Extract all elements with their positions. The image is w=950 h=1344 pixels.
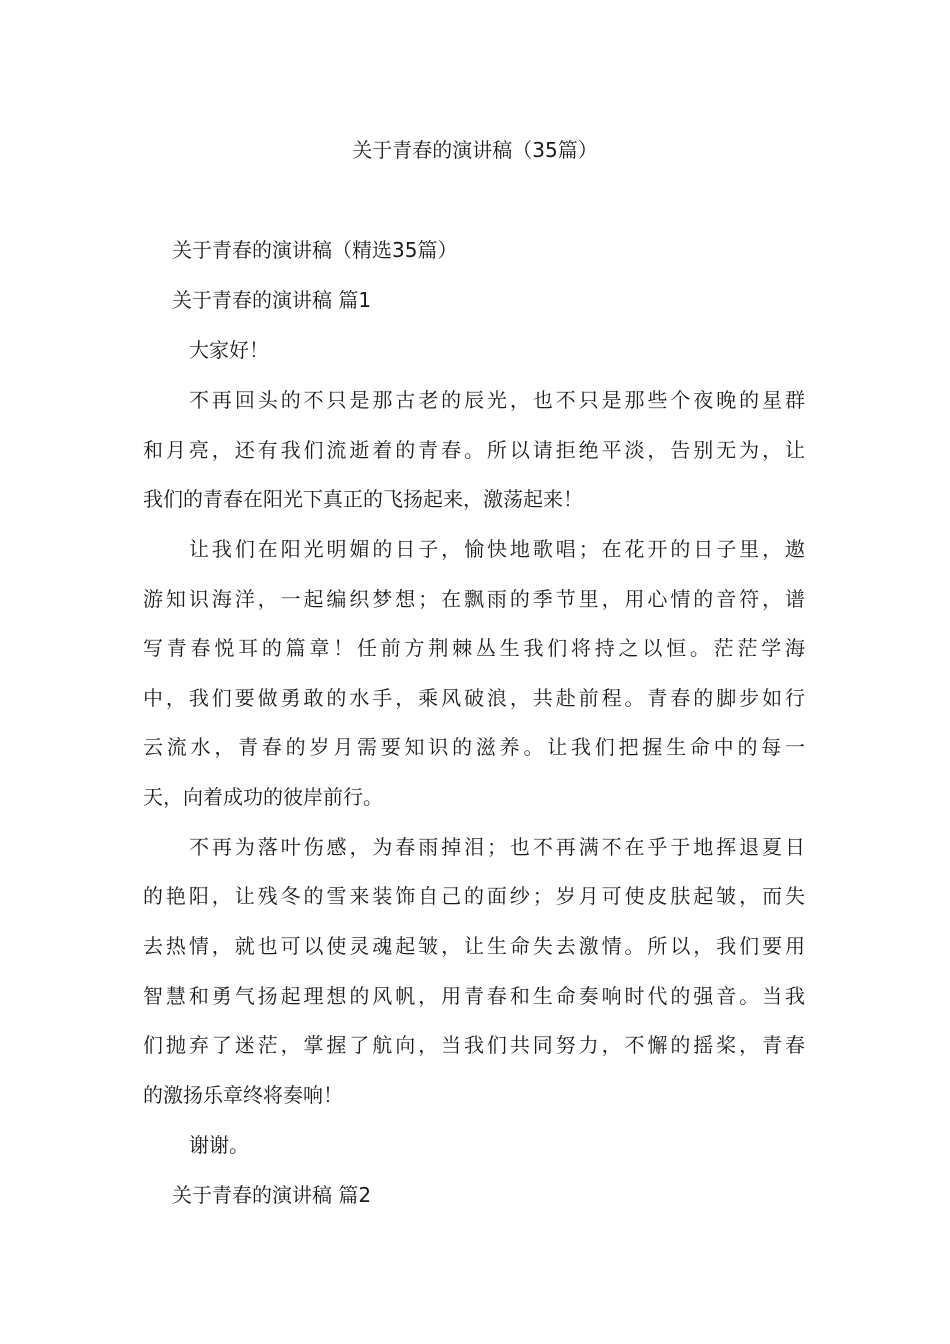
paragraph-1-line-2: 和月亮，还有我们流逝着的青春。所以请拒绝平淡，告别无为，让 [143, 438, 805, 462]
paragraph-2-line-5: 云流水，青春的岁月需要知识的滋养。让我们把握生命中的每一 [143, 735, 805, 759]
paragraph-3-line-2: 的艳阳，让残冬的雪来装饰自己的面纱；岁月可使皮肤起皱，而失 [143, 884, 805, 908]
paragraph-3-line-4: 智慧和勇气扬起理想的风帆，用青春和生命奏响时代的强音。当我 [143, 984, 805, 1008]
paragraph-3-line-6: 的激扬乐章终将奏响！ [143, 1083, 343, 1107]
paragraph-2-line-4: 中，我们要做勇敢的水手，乘风破浪，共赴前程。青春的脚步如行 [143, 686, 805, 710]
paragraph-1-line-1: 不再回头的不只是那古老的辰光，也不只是那些个夜晚的星群 [189, 388, 805, 412]
paragraph-2-line-1: 让我们在阳光明媚的日子，愉快地歌唱；在花开的日子里，遨 [189, 537, 805, 561]
document-subtitle: 关于青春的演讲稿（精选35篇） [172, 238, 458, 262]
paragraph-1-line-3: 我们的青春在阳光下真正的飞扬起来，激荡起来！ [143, 487, 583, 511]
paragraph-3-line-1: 不再为落叶伤感，为春雨掉泪；也不再满不在乎于地挥退夏日 [189, 835, 805, 859]
section-heading-2: 关于青春的演讲稿 篇2 [172, 1183, 372, 1207]
section-heading-1: 关于青春的演讲稿 篇1 [172, 288, 372, 312]
document-title: 关于青春的演讲稿（35篇） [352, 138, 598, 162]
paragraph-2-line-3: 写青春悦耳的篇章！任前方荆棘丛生我们将持之以恒。茫茫学海 [143, 636, 805, 660]
greeting-line: 大家好！ [189, 338, 269, 362]
paragraph-2-line-2: 游知识海洋，一起编织梦想；在飘雨的季节里，用心情的音符，谱 [143, 587, 805, 611]
thanks-line: 谢谢。 [189, 1133, 249, 1157]
paragraph-3-line-3: 去热情，就也可以使灵魂起皱，让生命失去激情。所以，我们要用 [143, 934, 805, 958]
paragraph-3-line-5: 们抛弃了迷茫，掌握了航向，当我们共同努力，不懈的摇桨，青春 [143, 1033, 805, 1057]
paragraph-2-line-6: 天，向着成功的彼岸前行。 [143, 785, 383, 809]
